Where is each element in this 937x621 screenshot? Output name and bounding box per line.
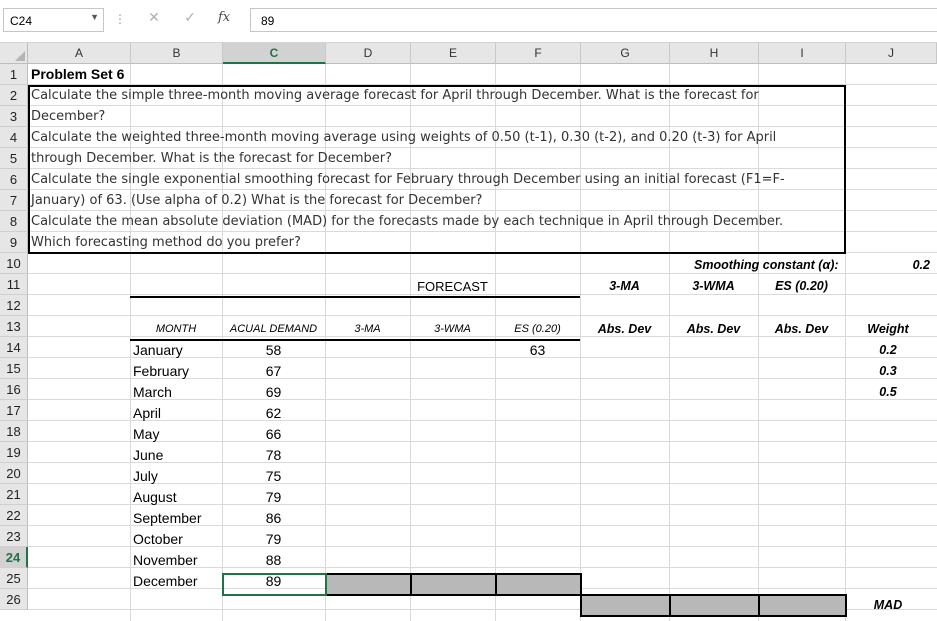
month-cell: July (133, 468, 158, 484)
es-initial-value: 63 (529, 342, 546, 358)
mad-label: MAD (873, 598, 903, 612)
drag-handle-icon[interactable]: ⋮ (114, 12, 126, 26)
row-header-2[interactable]: 2 (0, 85, 28, 106)
demand-cell: 88 (265, 552, 282, 568)
row-header-6[interactable]: 6 (0, 169, 28, 190)
row-header-21[interactable]: 21 (0, 484, 28, 505)
row-header-8[interactable]: 8 (0, 211, 28, 232)
problem-line: through December. What is the forecast for December? (31, 151, 392, 166)
abs-ma-header: 3-MA (609, 279, 640, 293)
column-header-e[interactable]: E (411, 43, 496, 64)
row-header-1[interactable]: 1 (0, 64, 28, 85)
name-box-value: C24 (10, 14, 33, 28)
month-cell: October (133, 531, 183, 547)
answer-cell-wma[interactable] (410, 573, 497, 596)
demand-cell: 78 (265, 447, 282, 463)
demand-cell: 89 (265, 573, 282, 589)
column-header-d[interactable]: D (326, 43, 411, 64)
row-header-17[interactable]: 17 (0, 400, 28, 421)
column-header-i[interactable]: I (759, 43, 846, 64)
mad-cell-ma[interactable] (580, 594, 671, 617)
month-cell: August (133, 489, 177, 505)
cell-area[interactable] (28, 64, 937, 621)
insert-function-icon[interactable]: fx (218, 10, 231, 25)
demand-cell: 69 (265, 384, 282, 400)
row-header-25[interactable]: 25 (0, 568, 28, 589)
abs-es-header: ES (0.20) (775, 279, 828, 293)
mad-cell-es[interactable] (758, 594, 847, 617)
formula-input[interactable] (250, 8, 937, 32)
problem-line: Calculate the single exponential smoothing forecast for February through December using an initial forecast (F1=F- (31, 172, 785, 187)
es-header: ES (0.20) (514, 323, 561, 335)
weight-value: 0.2 (879, 343, 897, 357)
row-header-7[interactable]: 7 (0, 190, 28, 211)
abs-dev-header: Abs. Dev (597, 322, 652, 336)
column-header-j[interactable]: J (846, 43, 937, 64)
problem-title: Problem Set 6 (31, 66, 125, 82)
month-cell: September (133, 510, 202, 526)
month-cell: March (133, 384, 172, 400)
row-header-19[interactable]: 19 (0, 442, 28, 463)
mad-cell-wma[interactable] (669, 594, 760, 617)
month-cell: April (133, 405, 162, 421)
select-all-button[interactable] (0, 43, 28, 64)
row-header-22[interactable]: 22 (0, 505, 28, 526)
month-cell: February (133, 363, 190, 379)
spreadsheet-grid (0, 43, 937, 621)
column-header-g[interactable]: G (581, 43, 670, 64)
demand-cell: 86 (265, 510, 282, 526)
demand-cell: 67 (265, 363, 282, 379)
demand-cell: 58 (265, 342, 282, 358)
row-header-5[interactable]: 5 (0, 148, 28, 169)
problem-line: Calculate the mean absolute deviation (MAD) for the forecasts made by each technique in April through December. (31, 214, 784, 229)
problem-line: Which forecasting method do you prefer? (31, 235, 301, 250)
row-header-14[interactable]: 14 (0, 337, 28, 358)
month-cell: January (133, 342, 183, 358)
row-header-23[interactable]: 23 (0, 526, 28, 547)
abs-wma-header: 3-WMA (692, 279, 735, 293)
demand-header: ACUAL DEMAND (229, 323, 318, 335)
abs-dev-header: Abs. Dev (686, 322, 741, 336)
problem-line: January) of 63. (Use alpha of 0.2) What is the forecast for December? (31, 193, 483, 208)
abs-dev-header: Abs. Dev (774, 322, 829, 336)
column-header-b[interactable]: B (131, 43, 223, 64)
problem-line: December? (31, 109, 106, 124)
month-cell: November (133, 552, 198, 568)
forecast-header: FORECAST (417, 279, 488, 294)
answer-cell-ma[interactable] (325, 573, 412, 596)
problem-line: Calculate the simple three-month moving average forecast for April through December. What is the forecast for (31, 88, 759, 103)
column-header-c[interactable]: C (223, 43, 326, 64)
demand-cell: 75 (265, 468, 282, 484)
wma-header: 3-WMA (434, 323, 471, 335)
formula-bar (0, 0, 937, 43)
forecast-underline (130, 296, 580, 298)
row-header-18[interactable]: 18 (0, 421, 28, 442)
row-header-10[interactable]: 10 (0, 253, 28, 274)
demand-cell: 79 (265, 489, 282, 505)
demand-cell: 66 (265, 426, 282, 442)
name-box[interactable] (3, 8, 104, 32)
weight-header: Weight (867, 322, 909, 336)
row-header-3[interactable]: 3 (0, 106, 28, 127)
month-cell: December (133, 573, 198, 589)
select-all-icon (15, 51, 25, 61)
row-header-9[interactable]: 9 (0, 232, 28, 253)
row-header-15[interactable]: 15 (0, 358, 28, 379)
month-cell: May (133, 426, 160, 442)
smoothing-label: Smoothing constant (α): (694, 258, 839, 272)
answer-cell-es[interactable] (495, 573, 582, 596)
demand-cell: 79 (265, 531, 282, 547)
weight-value: 0.5 (879, 385, 897, 399)
column-header-a[interactable]: A (28, 43, 131, 64)
column-header-f[interactable]: F (496, 43, 581, 64)
row-header-13[interactable]: 13 (0, 316, 28, 337)
row-header-20[interactable]: 20 (0, 463, 28, 484)
demand-cell: 62 (265, 405, 282, 421)
row-header-16[interactable]: 16 (0, 379, 28, 400)
row-header-11[interactable]: 11 (0, 274, 28, 295)
formula-value: 89 (261, 14, 275, 28)
row-header-24[interactable]: 24 (0, 547, 28, 568)
smoothing-value: 0.2 (912, 258, 930, 272)
weight-value: 0.3 (879, 364, 897, 378)
row-header-4[interactable]: 4 (0, 127, 28, 148)
ma-header: 3-MA (354, 323, 381, 335)
column-header-h[interactable]: H (670, 43, 759, 64)
chevron-down-icon[interactable]: ▼ (90, 12, 99, 22)
row-header-12[interactable]: 12 (0, 295, 28, 316)
selected-cell-c24[interactable] (222, 573, 327, 596)
month-header: MONTH (155, 323, 197, 335)
cancel-icon[interactable]: ✕ (148, 9, 160, 25)
enter-check-icon[interactable]: ✓ (184, 9, 196, 25)
problem-line: Calculate the weighted three-month moving average using weights of 0.50 (t-1), 0.30 (t-2), and 0.20 (t-3) for April (31, 130, 777, 145)
row-header-26[interactable]: 26 (0, 589, 28, 610)
month-cell: June (133, 447, 164, 463)
